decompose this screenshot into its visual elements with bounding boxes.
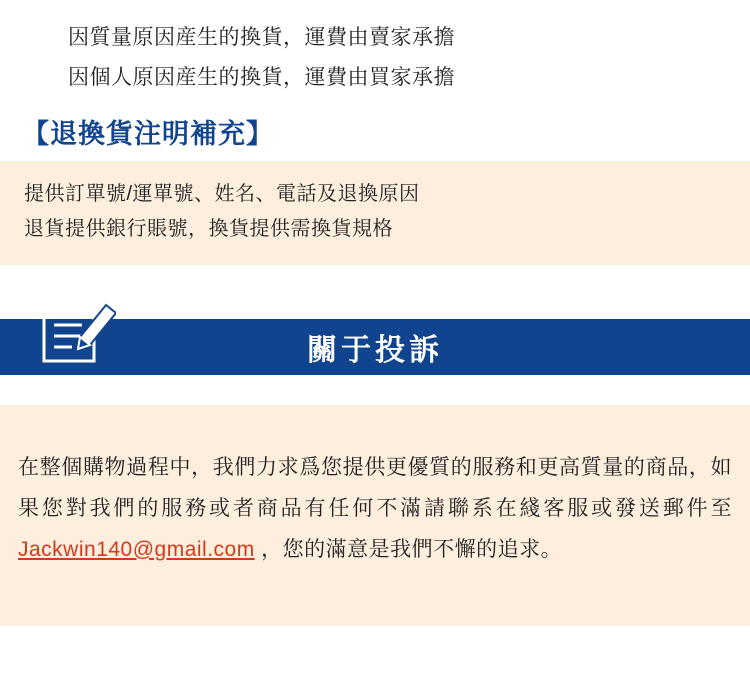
- complaint-text-after: ，您的滿意是我們不懈的追求。: [254, 537, 563, 561]
- complaint-banner-title: 關于投訴: [307, 333, 443, 367]
- return-policy-note-block: [0, 161, 750, 265]
- contact-email-link[interactable]: Jackwin140@gmail.com: [18, 537, 255, 561]
- pen-edit-icon: [38, 291, 116, 369]
- complaint-body-block: [0, 405, 750, 626]
- top-note-line: 因個人原因産生的換貨，運費由買家承擔: [68, 65, 455, 89]
- return-policy-heading: 【退換貨注明補充】: [22, 118, 274, 149]
- return-policy-line: 退貨提供銀行賬號，換貨提供需換貨規格: [24, 217, 393, 240]
- top-note-line: 因質量原因産生的換貨，運費由賣家承擔: [68, 26, 455, 49]
- complaint-text-before: 在整個購物過程中，我們力求爲您提供更優質的服務和更高質量的商品，如果您對我們的服務或者商品有任何不滿請聯系在綫客服或發送郵件至: [18, 455, 732, 520]
- return-policy-line: 提供訂單號/運單號、姓名、電話及退換原因: [24, 182, 420, 205]
- complaint-banner: [0, 319, 750, 383]
- complaint-paragraph: [18, 448, 732, 571]
- top-notes: [0, 0, 750, 98]
